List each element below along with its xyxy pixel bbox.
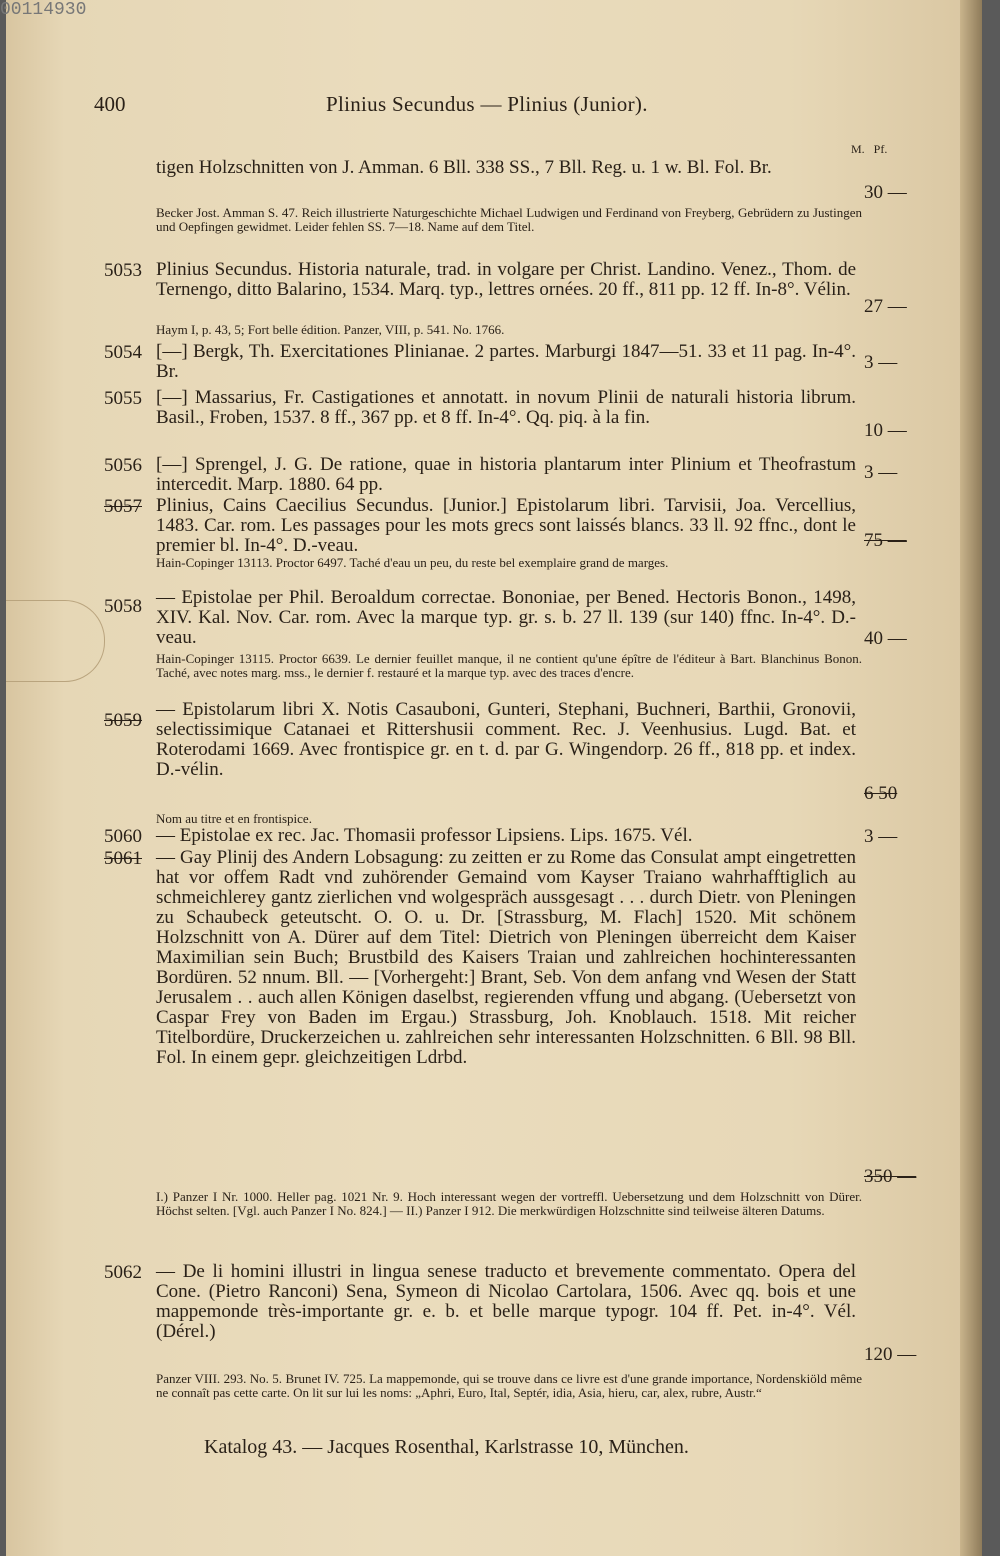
- entry-price: 27 —: [864, 296, 907, 317]
- entry-note: Panzer VIII. 293. No. 5. Brunet IV. 725. La mappemonde, qui se trouve dans ce livre est d'une grande importance, Nordenskiöld même ne connaît pas cette carte. On lit sur lui les noms: „Aphri, Euro, Ital, Septér, idia, Asia, hieru, car, alex, rubre, Austr.“: [156, 1371, 862, 1400]
- entry-note: Hain-Copinger 13113. Proctor 6497. Taché d'eau un peu, du reste bel exemplaire grand de marges.: [156, 555, 669, 570]
- entry-text: — Gay Plinij des Andern Lobsagung: zu zeitten er zu Rome das Consulat ampt eingetretten hat vor offem Radt vnd zuhörender Gemaind vom Kayser Traiano wahrhafftiglich au schmeichlerey gantz zierlichen vnd wolgespräch aussgesagt . . . durch Dietr. von Pleningen zu Schaubeck geteutscht. O. O. u. Dr. [Strassburg, M. Flach] 1520. Mit schönem Holzschnitt von A. Dürer auf dem Titel: Dietrich von Pleningen überreicht dem Kaiser Maximilian sein Buch; Brustbild des Kaisers Traian und zahlreichen hochinteressanten Bordüren. 52 nnum. Bll. — [Vorhergeht:] Brant, Seb. Von dem anfang vnd Wesen der Statt Jerusalem . . auch allen Königen daselbst, regierenden vffung und abgang. (Uebersetzt von Caspar Frey von Baden im Ergau.) Strassburg, Joh. Knoblauch. 1518. Mit reicher Titelbordüre, Druckerzeichen u. zahlreichen sehr interessanten Holzschnitten. 6 Bll. 98 Bll. Fol. In einem gepr. gleichzeitigen Ldrbd.: [156, 847, 856, 1068]
- entry-price: 3 —: [864, 826, 898, 847]
- page-clip-mark: [6, 600, 105, 682]
- entry-number: 5054: [104, 342, 142, 363]
- entry-text: [—] Sprengel, J. G. De ratione, quae in historia plantarum inter Plinium et Theofrastum intercedit. Marp. 1880. 64 pp.: [156, 454, 856, 495]
- entry-price: 30 —: [864, 182, 907, 203]
- scan-corner-label: 00114930: [0, 0, 87, 20]
- catalog-page: [6, 0, 982, 1556]
- catalog-footer: Katalog 43. — Jacques Rosenthal, Karlstrasse 10, München.: [204, 1436, 689, 1458]
- entry-text: — Epistolae ex rec. Jac. Thomasii professor Lipsiens. Lips. 1675. Vél.: [156, 825, 693, 846]
- price-column-heading: M. Pf.: [851, 142, 888, 156]
- entry-text: — De li homini illustri in lingua senese traducto et brevemente commentato. Opera del Cone. (Pietro Ranconi) Sena, Symeon di Nicolao Cartolara, 1506. Avec qq. bois et une mappemonde très-importante gr. e. b. et belle marque typogr. 104 ff. Pet. in-4°. Vél. (Dérel.): [156, 1261, 856, 1342]
- entry-price: 40 —: [864, 628, 907, 649]
- entry-text: [—] Massarius, Fr. Castigationes et annotatt. in novum Plinii de naturali historia librum. Basil., Froben, 1537. 8 ff., 367 pp. et 8 ff. In-4°. Qq. piq. à la fin.: [156, 387, 856, 428]
- entry-note: Becker Jost. Amman S. 47. Reich illustrierte Naturgeschichte Michael Ludwigen und Ferdinand von Freyberg, Gebrüdern zu Justingen und Oepfingen gewidmet. Leider fehlen SS. 7—18. Name auf dem Titel.: [156, 205, 862, 234]
- page-header: [6, 92, 982, 122]
- entry-text: tigen Holzschnitten von J. Amman. 6 Bll. 338 SS., 7 Bll. Reg. u. 1 w. Bl. Fol. Br.: [156, 157, 772, 178]
- entry-text: [—] Bergk, Th. Exercitationes Plinianae. 2 partes. Marburgi 1847—51. 33 et 11 pag. In-4°. Br.: [156, 341, 856, 382]
- entry-price: 3 —: [864, 352, 898, 373]
- entry-price: 350 —: [864, 1166, 917, 1187]
- entry-price: 10 —: [864, 420, 907, 441]
- entry-number: 5060: [104, 826, 142, 847]
- entry-text: — Epistolae per Phil. Beroaldum correctae. Bononiae, per Bened. Hectoris Bonon., 1498, XIV. Kal. Nov. Car. rom. Avec la marque typ. gr. s. b. 27 ll. 139 (sur 140) ffnc. In-4°. D.-veau.: [156, 587, 856, 648]
- entry-note: I.) Panzer I Nr. 1000. Heller pag. 1021 Nr. 9. Hoch interessant wegen der vortreffl. Uebersetzung und dem Holzschnitt von Dürer. Höchst selten. [Vgl. auch Panzer I No. 824.] — II.) Panzer I 912. Die merkwürdigen Holzschnitte sind teilweise älteren Datums.: [156, 1189, 862, 1218]
- entry-number: 5062: [104, 1262, 142, 1283]
- entry-text: Plinius, Cains Caecilius Secundus. [Junior.] Epistolarum libri. Tarvisii, Joa. Vercellius, 1483. Car. rom. Les passages pour les mots grecs sont laissés blancs. 33 ll. 92 ffnc., dont le premier bl. In-4°. D.-veau.: [156, 495, 856, 556]
- entry-note: Nom au titre et en frontispice.: [156, 811, 312, 826]
- running-title: Plinius Secundus — Plinius (Junior).: [326, 92, 648, 116]
- page-number: 400: [94, 92, 126, 116]
- entry-number: 5056: [104, 455, 142, 476]
- entry-text: Plinius Secundus. Historia naturale, trad. in volgare per Christ. Landino. Venez., Thom. de Ternengo, ditto Balarino, 1534. Marq. typ., lettres ornées. 20 ff., 811 pp. 12 ff. In-8°. Vélin.: [156, 259, 856, 300]
- entry-price: 6 50: [864, 783, 898, 804]
- entry-number: 5061: [104, 848, 142, 869]
- entry-price: 75 —: [864, 530, 907, 551]
- entry-note: Haym I, p. 43, 5; Fort belle édition. Panzer, VIII, p. 541. No. 1766.: [156, 322, 505, 337]
- entry-price: 120 —: [864, 1344, 917, 1365]
- entry-number: 5055: [104, 388, 142, 409]
- entry-number: 5058: [104, 596, 142, 617]
- entry-number: 5057: [104, 496, 142, 517]
- entry-price: 3 —: [864, 462, 898, 483]
- entry-text: — Epistolarum libri X. Notis Casauboni, Gunteri, Stephani, Buchneri, Barthii, Gronovii, selectissimique Catanaei et Rittershusii comment. Rec. J. Veenhusius. Lugd. Bat. et Roterodami 1669. Avec frontispice gr. en t. d. par G. Wingendorp. 26 ff., 818 pp. et index. D.-vélin.: [156, 699, 856, 780]
- book-spine: [960, 0, 982, 1556]
- entry-number: 5053: [104, 260, 142, 281]
- entry-number: 5059: [104, 710, 142, 731]
- entry-note: Hain-Copinger 13115. Proctor 6639. Le dernier feuillet manque, il ne contient qu'une épître de l'éditeur à Bart. Blanchinus Bonon. Taché, avec notes marg. mss., le dernier f. restauré et la marque typ. avec des traces d'encre.: [156, 651, 862, 680]
